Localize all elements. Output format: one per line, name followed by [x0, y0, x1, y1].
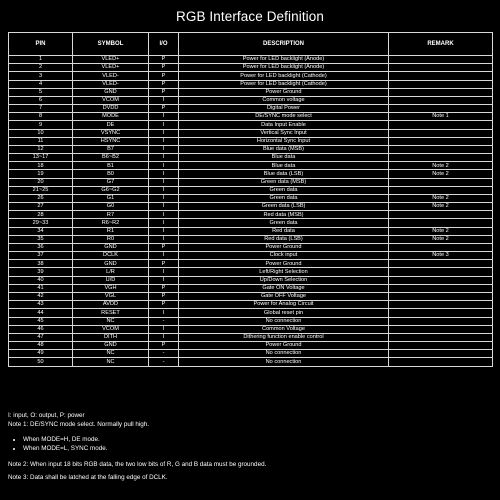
description-cell: Blue data (LSB) [179, 170, 389, 178]
pin-cell: 10 [9, 129, 73, 137]
io-cell: P [149, 292, 179, 300]
page-title: RGB Interface Definition [176, 9, 324, 24]
symbol-cell: U/D [73, 276, 149, 284]
pin-cell: 44 [9, 309, 73, 317]
description-cell: No connection [179, 317, 389, 325]
table-row [9, 145, 493, 153]
remark-cell: Note 3 [389, 252, 493, 260]
table-row [9, 243, 493, 251]
io-cell: I [149, 333, 179, 341]
mode-list-item: • When MODE=L, SYNC mode. [23, 445, 492, 454]
symbol-cell: B0 [73, 170, 149, 178]
description-cell: No connection [179, 350, 389, 358]
table-row [9, 129, 493, 137]
pin-cell: 50 [9, 358, 73, 366]
remark-cell [389, 284, 493, 292]
remark-cell: Note 2 [389, 235, 493, 243]
description-cell: Blue data [179, 162, 389, 170]
description-cell: Up/Down Selection [179, 276, 389, 284]
symbol-cell: GND [73, 260, 149, 268]
table-body [9, 56, 493, 367]
pin-cell: 34 [9, 227, 73, 235]
io-cell: I [149, 154, 179, 162]
remark-cell [389, 358, 493, 366]
description-cell: Vertical Sync Input [179, 129, 389, 137]
table-row [9, 162, 493, 170]
remark-cell [389, 211, 493, 219]
description-cell: Green data [179, 194, 389, 202]
table-row [9, 121, 493, 129]
io-cell: P [149, 260, 179, 268]
symbol-cell: R1 [73, 227, 149, 235]
pin-cell: 38 [9, 260, 73, 268]
symbol-cell: DITH [73, 333, 149, 341]
symbol-cell: RESET [73, 309, 149, 317]
remark-cell [389, 301, 493, 309]
description-cell: Gate OFF Voltage [179, 292, 389, 300]
pin-cell: 5 [9, 88, 73, 96]
io-cell: P [149, 80, 179, 88]
pin-cell: 9 [9, 121, 73, 129]
remark-cell [389, 243, 493, 251]
description-cell: Power Ground [179, 243, 389, 251]
pin-cell: 13~17 [9, 154, 73, 162]
table-row [9, 154, 493, 162]
pin-cell: 36 [9, 243, 73, 251]
io-cell: - [149, 358, 179, 366]
header-pin: PIN [9, 33, 73, 56]
table-row [9, 292, 493, 300]
pin-cell: 21~25 [9, 186, 73, 194]
io-cell: I [149, 203, 179, 211]
table-row [9, 80, 493, 88]
symbol-cell: VSYNC [73, 129, 149, 137]
remark-cell [389, 342, 493, 350]
symbol-cell: R7 [73, 211, 149, 219]
symbol-cell: L/R [73, 268, 149, 276]
symbol-cell: DVDD [73, 105, 149, 113]
symbol-cell: NC [73, 358, 149, 366]
io-cell: I [149, 194, 179, 202]
symbol-cell: B1 [73, 162, 149, 170]
symbol-cell: GND [73, 342, 149, 350]
pin-cell: 46 [9, 325, 73, 333]
pin-cell: 48 [9, 342, 73, 350]
table-row [9, 342, 493, 350]
io-cell: P [149, 301, 179, 309]
symbol-cell: VLED+ [73, 56, 149, 64]
table-row [9, 56, 493, 64]
pin-definition-table [8, 32, 493, 367]
remark-cell [389, 260, 493, 268]
io-cell: I [149, 113, 179, 121]
table-row [9, 88, 493, 96]
io-cell: P [149, 56, 179, 64]
io-cell: I [149, 309, 179, 317]
io-cell: I [149, 227, 179, 235]
pin-cell: 47 [9, 333, 73, 341]
symbol-cell: AVDD [73, 301, 149, 309]
io-cell: I [149, 235, 179, 243]
symbol-cell: G7 [73, 178, 149, 186]
remark-cell [389, 309, 493, 317]
remark-cell [389, 333, 493, 341]
description-cell: Common Voltage [179, 325, 389, 333]
description-cell: Green data [179, 219, 389, 227]
pin-cell: 18 [9, 162, 73, 170]
table-row [9, 105, 493, 113]
note-1: Note 1: DE/SYNC mode select. Normally pull high. [8, 420, 150, 428]
description-cell: Blue data [179, 154, 389, 162]
io-cell: I [149, 96, 179, 104]
remark-cell [389, 178, 493, 186]
table-row [9, 235, 493, 243]
note-3: Note 3: Data shall be latched at the falling edge of DCLK. [8, 473, 168, 481]
symbol-cell: VGL [73, 292, 149, 300]
pin-cell: 35 [9, 235, 73, 243]
table-row [9, 219, 493, 227]
pin-cell: 4 [9, 80, 73, 88]
description-cell: Gate ON Voltage [179, 284, 389, 292]
symbol-cell: VCOM [73, 325, 149, 333]
note-2: Note 2: When input 18 bits RGB data, the two low bits of R, G and B data must be grounded. [8, 461, 267, 469]
pin-cell: 6 [9, 96, 73, 104]
symbol-cell: VLED- [73, 80, 149, 88]
symbol-cell: VLED- [73, 72, 149, 80]
remark-cell [389, 88, 493, 96]
table-row [9, 186, 493, 194]
io-cell: P [149, 64, 179, 72]
mode-list-item: • When MODE=H, DE mode. [23, 436, 492, 445]
symbol-cell: VLED+ [73, 64, 149, 72]
io-cell: P [149, 105, 179, 113]
table-row [9, 113, 493, 121]
table-row [9, 203, 493, 211]
pin-cell: 20 [9, 178, 73, 186]
notes-section [8, 412, 492, 483]
remark-cell [389, 80, 493, 88]
symbol-cell: DCLK [73, 252, 149, 260]
io-cell: I [149, 170, 179, 178]
io-cell: I [149, 162, 179, 170]
symbol-cell: HSYNC [73, 137, 149, 145]
pin-cell: 19 [9, 170, 73, 178]
io-cell: P [149, 243, 179, 251]
io-cell: P [149, 88, 179, 96]
pin-cell: 40 [9, 276, 73, 284]
io-cell: I [149, 121, 179, 129]
remark-cell [389, 105, 493, 113]
remark-cell [389, 350, 493, 358]
description-cell: Green data (MSB) [179, 178, 389, 186]
remark-cell [389, 72, 493, 80]
symbol-cell: B7 [73, 145, 149, 153]
io-cell: - [149, 317, 179, 325]
table-row [9, 252, 493, 260]
pin-cell: 37 [9, 252, 73, 260]
description-cell: Power Ground [179, 260, 389, 268]
table-row [9, 72, 493, 80]
table-row [9, 309, 493, 317]
pin-cell: 29~33 [9, 219, 73, 227]
io-cell: I [149, 129, 179, 137]
remark-cell [389, 129, 493, 137]
symbol-cell: R0 [73, 235, 149, 243]
description-cell: Red data (LSB) [179, 235, 389, 243]
io-cell: I [149, 325, 179, 333]
io-legend: I: input, O: output, P: power [8, 412, 85, 419]
description-cell: Red data (MSB) [179, 211, 389, 219]
header-remark: REMARK [389, 33, 493, 56]
remark-cell [389, 121, 493, 129]
symbol-cell: NC [73, 317, 149, 325]
table-row [9, 96, 493, 104]
table-row [9, 325, 493, 333]
remark-cell: Note 2 [389, 227, 493, 235]
remark-cell [389, 154, 493, 162]
pin-cell: 27 [9, 203, 73, 211]
remark-cell [389, 317, 493, 325]
io-cell: I [149, 219, 179, 227]
description-cell: DE/SYNC mode select [179, 113, 389, 121]
remark-cell [389, 64, 493, 72]
table-row [9, 137, 493, 145]
table-row [9, 268, 493, 276]
description-cell: Left/Right Selection [179, 268, 389, 276]
description-cell: Horizontal Sync Input [179, 137, 389, 145]
remark-cell [389, 137, 493, 145]
io-cell: I [149, 276, 179, 284]
header-symbol: SYMBOL [73, 33, 149, 56]
table-row [9, 178, 493, 186]
header-description: DESCRIPTION [179, 33, 389, 56]
table-row [9, 260, 493, 268]
description-cell: Power for Analog Circuit [179, 301, 389, 309]
remark-cell [389, 96, 493, 104]
description-cell: Green data (LSB) [179, 203, 389, 211]
symbol-cell: B6~B2 [73, 154, 149, 162]
description-cell: Power Ground [179, 88, 389, 96]
remark-cell: Note 2 [389, 194, 493, 202]
pin-cell: 26 [9, 194, 73, 202]
symbol-cell: R6~R2 [73, 219, 149, 227]
table-row [9, 276, 493, 284]
io-cell: I [149, 268, 179, 276]
pin-cell: 3 [9, 72, 73, 80]
io-cell: I [149, 252, 179, 260]
table-row [9, 333, 493, 341]
description-cell: Global reset pin [179, 309, 389, 317]
header-io: I/O [149, 33, 179, 56]
symbol-cell: VGH [73, 284, 149, 292]
io-cell: I [149, 145, 179, 153]
io-cell: P [149, 72, 179, 80]
description-cell: Dithering function enable control [179, 333, 389, 341]
pin-cell: 42 [9, 292, 73, 300]
table-row [9, 227, 493, 235]
description-cell: Power for LED backlight (Cathode) [179, 80, 389, 88]
description-cell: No connection [179, 358, 389, 366]
pin-cell: 39 [9, 268, 73, 276]
remark-cell [389, 276, 493, 284]
description-cell: Digital Power [179, 105, 389, 113]
pin-cell: 8 [9, 113, 73, 121]
io-cell: I [149, 178, 179, 186]
table-row [9, 211, 493, 219]
table-header-row [9, 33, 493, 56]
remark-cell: Note 2 [389, 170, 493, 178]
symbol-cell: DE [73, 121, 149, 129]
pin-cell: 7 [9, 105, 73, 113]
description-cell: Power for LED backlight (Anode) [179, 64, 389, 72]
table-row [9, 301, 493, 309]
description-cell: Common voltage [179, 96, 389, 104]
pin-cell: 1 [9, 56, 73, 64]
symbol-cell: NC [73, 350, 149, 358]
remark-cell [389, 219, 493, 227]
description-cell: Power for LED backlight (Anode) [179, 56, 389, 64]
symbol-cell: G0 [73, 203, 149, 211]
pin-cell: 49 [9, 350, 73, 358]
remark-cell: Note 2 [389, 203, 493, 211]
remark-cell [389, 292, 493, 300]
table-row [9, 317, 493, 325]
remark-cell [389, 56, 493, 64]
description-cell: Power Ground [179, 342, 389, 350]
table-row [9, 194, 493, 202]
pin-cell: 28 [9, 211, 73, 219]
pin-cell: 41 [9, 284, 73, 292]
pin-cell: 11 [9, 137, 73, 145]
table-row [9, 64, 493, 72]
description-cell: Power for LED backlight (Cathode) [179, 72, 389, 80]
description-cell: Blue data (MSB) [179, 145, 389, 153]
description-cell: Data Input Enable [179, 121, 389, 129]
mode-list [8, 436, 492, 453]
remark-cell [389, 268, 493, 276]
remark-cell: Note 2 [389, 162, 493, 170]
symbol-cell: MODE [73, 113, 149, 121]
remark-cell [389, 145, 493, 153]
io-cell: I [149, 137, 179, 145]
io-cell: P [149, 342, 179, 350]
remark-cell [389, 186, 493, 194]
symbol-cell: G1 [73, 194, 149, 202]
remark-cell: Note 1 [389, 113, 493, 121]
table-row [9, 350, 493, 358]
table-row [9, 170, 493, 178]
symbol-cell: GND [73, 88, 149, 96]
table-row [9, 358, 493, 366]
remark-cell [389, 325, 493, 333]
pin-cell: 43 [9, 301, 73, 309]
description-cell: Clock input [179, 252, 389, 260]
description-cell: Green data [179, 186, 389, 194]
symbol-cell: VCOM [73, 96, 149, 104]
pin-cell: 2 [9, 64, 73, 72]
symbol-cell: G6~G2 [73, 186, 149, 194]
description-cell: Red data [179, 227, 389, 235]
pin-cell: 45 [9, 317, 73, 325]
io-cell: - [149, 350, 179, 358]
pin-cell: 12 [9, 145, 73, 153]
io-cell: P [149, 284, 179, 292]
io-cell: I [149, 186, 179, 194]
symbol-cell: GND [73, 243, 149, 251]
io-cell: I [149, 211, 179, 219]
table-row [9, 284, 493, 292]
